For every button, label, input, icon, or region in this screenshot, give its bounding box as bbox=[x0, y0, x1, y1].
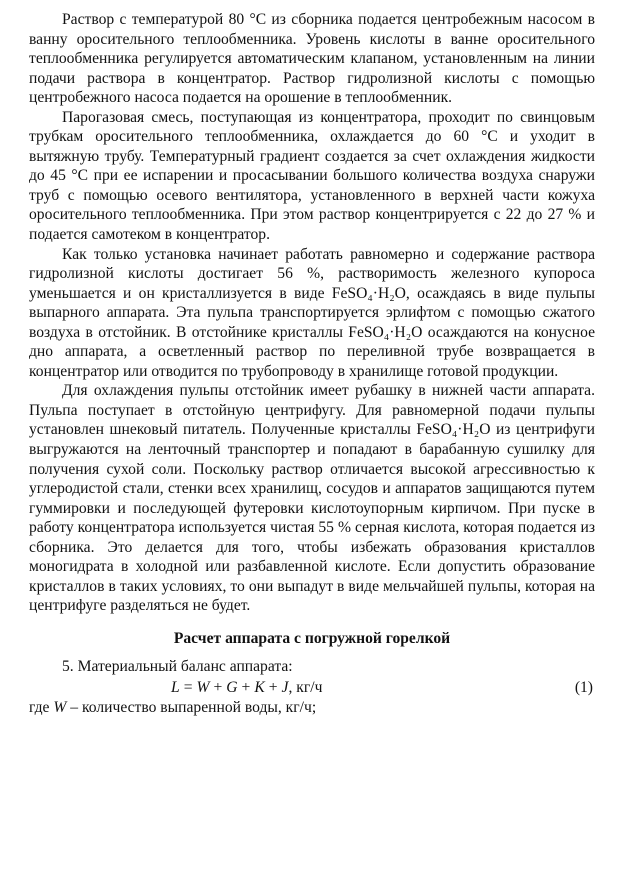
where-var-W: W bbox=[53, 698, 67, 716]
section-heading: Расчет аппарата с погружной горелкой bbox=[173, 629, 451, 647]
variable-definition bbox=[29, 698, 595, 718]
equation-unit: , кг/ч bbox=[288, 678, 323, 696]
var-J: J bbox=[281, 678, 289, 696]
equation bbox=[171, 677, 322, 698]
equals-sign: = bbox=[183, 678, 193, 696]
var-K: K bbox=[254, 678, 265, 696]
var-G: G bbox=[226, 678, 238, 696]
paragraph-4: Для охлаждения пульпы отстойник имеет рубашку в нижней части аппарата. Пульпа поступает в отстойную центрифугу. Для равномерной подачи пульпы установлен шнековый питатель. Полученные кристаллы FeSO₄·H₂O из центрифуги выгружаются на ленточный транспортер и попадают в барабанную сушилку для получения сухой соли. Поскольку раствор отличается высокой агрессивностью к углеродистой стали, стенки всех хранилищ, сосудов и аппаратов защищаются путем гуммировки и последующей футеровки кислотоупорным кирпичом. При пуске в работу концентратора используется чистая 55 % серная кислота, которая подается из сборника. Это делается для того, чтобы избежать образования кристаллов моногидрата в холодной или разбавленной кислоте. Если допустить образование кристаллов в таких условиях, то они выпадут в виде мельчайшей пульпы, которая на центрифуге разделяться не будет. bbox=[29, 382, 595, 615]
where-prefix: где bbox=[29, 698, 54, 716]
where-text: – количество выпаренной воды, кг/ч; bbox=[66, 698, 317, 716]
plus-sign-3: + bbox=[268, 678, 278, 696]
paragraph-1: Раствор с температурой 80 °С из сборника подается центробежным насосом в ванну оросительного теплообменника. Уровень кислоты в ванне оросительного теплообменника регулируется автоматическим клапаном, установленным на линии подачи раствора в концентратор. Раствор гидролизной кислоты с помощью центробежного насоса подается на орошение в теплообменник. bbox=[29, 11, 595, 107]
paragraph-3: Как только установка начинает работать равномерно и содержание раствора гидролизной кислоты достигает 56 %, растворимость железного купороса уменьшается и он кристаллизуется в виде FeSO₄·H₂O, осаждаясь в виде пульпы выпарного аппарата. Эта пульпа транспортируется эрлифтом с помощью сжатого воздуха в отстойник. В отстойнике кристаллы FeSO₄·H₂O осаждаются на конусное дно аппарата, а осветленный раствор по переливной трубе возвращается в концентратор или отводится по трубопроводу в хранилище готовой продукции. bbox=[29, 245, 595, 380]
var-W: W bbox=[196, 678, 210, 696]
equation-row bbox=[29, 677, 595, 698]
document-page bbox=[29, 10, 595, 717]
var-L: L bbox=[171, 678, 180, 696]
plus-sign-2: + bbox=[241, 678, 251, 696]
equation-number: (1) bbox=[574, 678, 593, 696]
paragraph-2: Парогазовая смесь, поступающая из концентратора, проходит по свинцовым трубкам оросительного теплообменника, охлаждается до 60 °С и уходит в вытяжную трубу. Температурный градиент создается за счет охлаждения жидкости до 45 °С при ее испарении и просасывании большого количества воздуха снаружи труб с помощью осевого вентилятора, установленного в верхней части кожуха оросительного теплообменника. При этом раствор концентрируется с 22 до 27 % и подается самотеком в концентратор. bbox=[29, 108, 595, 244]
plus-sign-1: + bbox=[213, 678, 223, 696]
list-item-material-balance: 5. Материальный баланс аппарата: bbox=[62, 657, 293, 675]
